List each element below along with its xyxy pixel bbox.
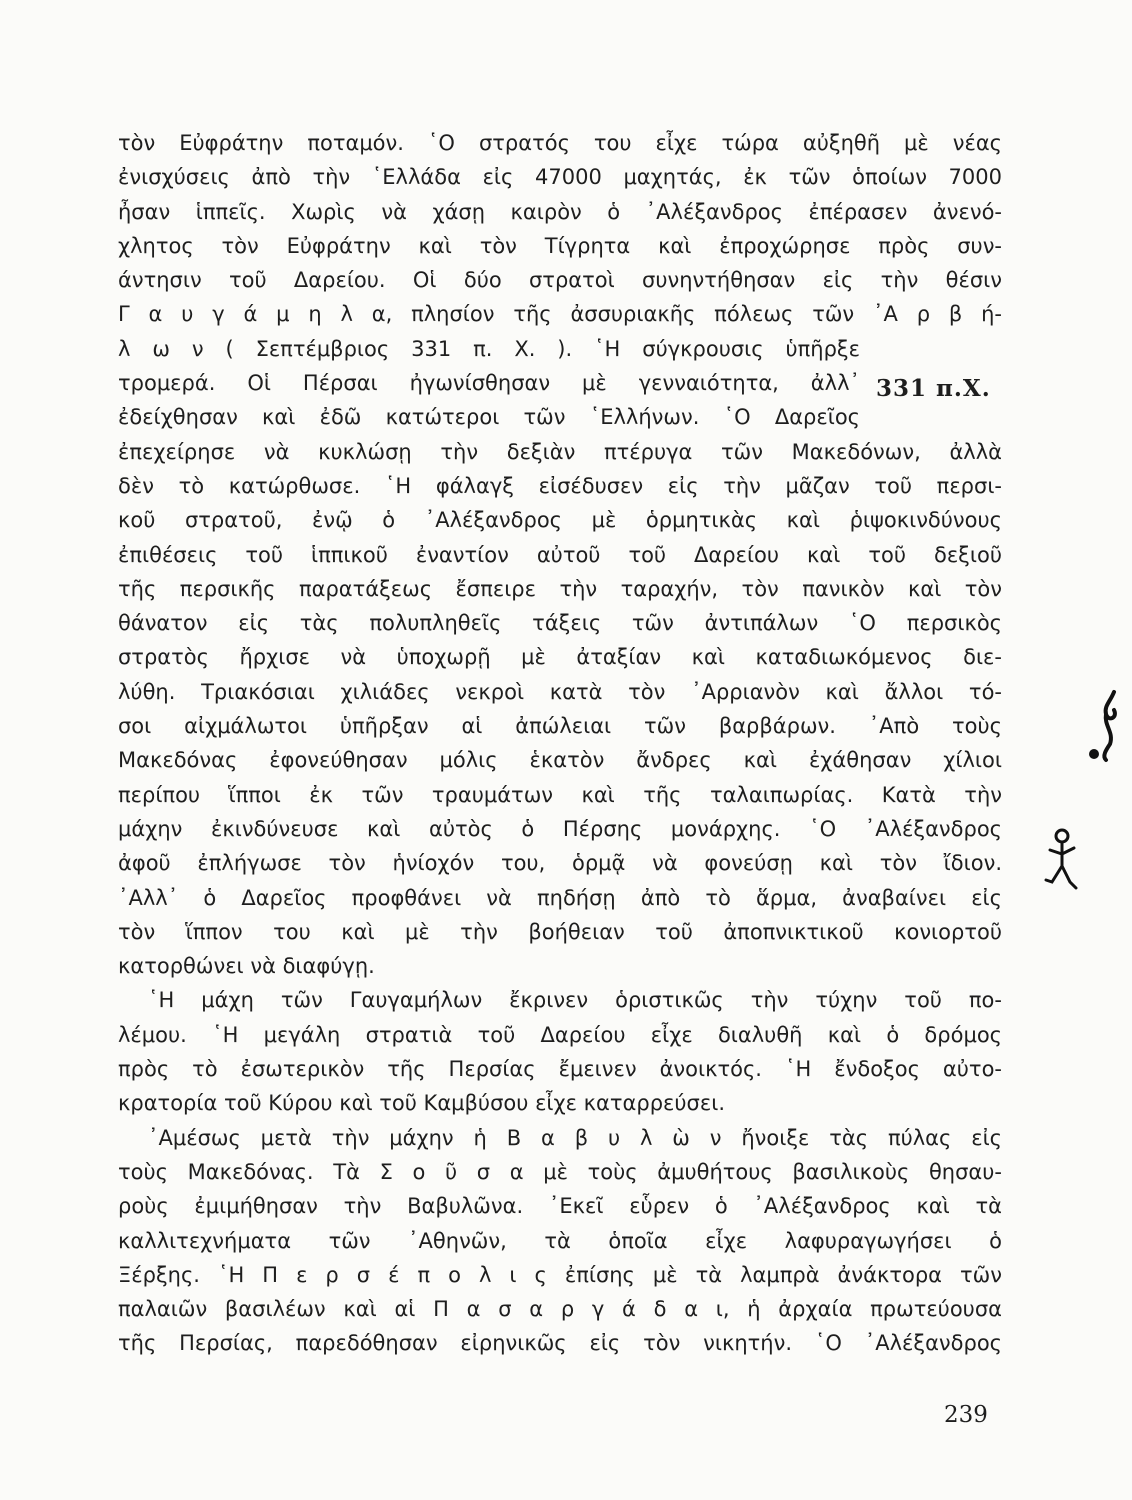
text-line: ῾Η μάχη τῶν Γαυγαμήλων ἔκρινεν ὁριστικῶς τὴν τύχην τοῦ πο- <box>148 988 1002 1013</box>
text-line: δὲν τὸ κατώρθωσε. ῾Η φάλαγξ εἰσέδυσεν εἰς τὴν μᾶζαν τοῦ περσι- <box>118 473 1002 498</box>
text-line: Μακεδόνας ἐφονεύθησαν μόλις ἑκατὸν ἄνδρες καὶ ἐχάθησαν χίλιοι <box>118 748 1002 773</box>
text-line: ἐπεχείρησε νὰ κυκλώσῃ τὴν δεξιὰν πτέρυγα τῶν Μακεδόνων, ἀλλὰ <box>118 439 1002 464</box>
text-line: ἐπιθέσεις τοῦ ἱππικοῦ ἐναντίον αὐτοῦ τοῦ Δαρείου καὶ τοῦ δεξιοῦ <box>118 542 1002 567</box>
text-line: τῆς Περσίας, παρεδόθησαν εἰρηνικῶς εἰς τὸν νικητήν. ῾Ο ᾿Αλέξανδρος <box>118 1331 1002 1356</box>
text-line: ἐδείχθησαν καὶ ἐδῶ κατώτεροι τῶν ῾Ελλήνων. ῾Ο Δαρεῖος <box>118 405 860 430</box>
text-line: ᾿Αλλ᾿ ὁ Δαρεῖος προφθάνει νὰ πηδήσῃ ἀπὸ τὸ ἅρμα, ἀναβαίνει εἰς <box>118 885 1002 910</box>
text-line: τὸν ἵππον του καὶ μὲ τὴν βοήθειαν τοῦ ἀποπνικτικοῦ κονιορτοῦ <box>118 919 1002 944</box>
text-line: ᾿Αμέσως μετὰ τὴν μάχην ἡ Β α β υ λ ὼ ν ἤνοιξε τὰς πύλας εἰς <box>148 1125 1002 1150</box>
text-line: ροὺς ἐμιμήθησαν τὴν Βαβυλῶνα. ᾿Εκεῖ εὗρεν ὁ ᾿Αλέξανδρος καὶ τὰ <box>118 1194 1002 1219</box>
text-line: λ ω ν ( Σεπτέμβριος 331 π. Χ. ). ῾Η σύγκρουσις ὑπῆρξε <box>118 336 860 361</box>
text-line: σοι αἰχμάλωτοι ὑπῆρξαν αἱ ἀπώλειαι τῶν βαρβάρων. ᾿Απὸ τοὺς <box>118 714 1002 739</box>
text-line: λέμου. ῾Η μεγάλη στρατιὰ τοῦ Δαρείου εἶχε διαλυθῆ καὶ ὁ δρόμος <box>118 1022 1002 1047</box>
text-line: κατορθώνει νὰ διαφύγῃ. <box>118 954 375 979</box>
text-line: άντησιν τοῦ Δαρείου. Οἱ δύο στρατοὶ συνηντήθησαν εἰς τὴν θέσιν <box>118 268 1002 293</box>
stick-figure-doodle-icon <box>1080 688 1128 768</box>
text-line: κρατορία τοῦ Κύρου καὶ τοῦ Καμβύσου εἶχε καταρρεύσει. <box>118 1091 725 1116</box>
text-line: κοῦ στρατοῦ, ἐνῷ ὁ ᾿Αλέξανδρος μὲ ὁρμητικὰς καὶ ῥιψοκινδύνους <box>118 508 1002 533</box>
page-number: 239 <box>944 1402 988 1428</box>
text-line: Γ α υ γ ά μ η λ α, πλησίον τῆς ἀσσυριακῆς πόλεως τῶν ᾿Α ρ β ή- <box>118 302 1002 327</box>
text-line: μάχην ἐκινδύνευσε καὶ αὐτὸς ὁ Πέρσης μονάρχης. ῾Ο ᾿Αλέξανδρος <box>118 816 1002 841</box>
text-line: καλλιτεχνήματα τῶν ᾿Αθηνῶν, τὰ ὁποῖα εἶχε λαφυραγωγήσει ὁ <box>118 1228 1002 1253</box>
text-line: πρὸς τὸ ἐσωτερικὸν τῆς Περσίας ἔμεινεν ἀνοικτός. ῾Η ἔνδοξος αὐτο- <box>118 1057 1002 1082</box>
text-line: τῆς περσικῆς παρατάξεως ἔσπειρε τὴν ταραχήν, τὸν πανικὸν καὶ τὸν <box>118 576 1002 601</box>
text-line: τοὺς Μακεδόνας. Τὰ Σ ο ῦ σ α μὲ τοὺς ἀμυθήτους βασιλικοὺς θησαυ- <box>118 1159 1002 1184</box>
text-line: περίπου ἵπποι ἐκ τῶν τραυμάτων καὶ τῆς ταλαιπωρίας. Κατὰ τὴν <box>118 782 1002 807</box>
text-line: ἦσαν ἱππεῖς. Χωρὶς νὰ χάσῃ καιρὸν ὁ ᾿Αλέξανδρος ἐπέρασεν ἀνενό- <box>118 199 1002 224</box>
text-line: τρομερά. Οἱ Πέρσαι ἠγωνίσθησαν μὲ γενναιότητα, ἀλλ᾿ <box>118 371 860 396</box>
margin-date-note: 331 π.Χ. <box>876 375 991 402</box>
running-figure-doodle-icon <box>1032 826 1092 896</box>
text-line: ἐνισχύσεις ἀπὸ τὴν ῾Ελλάδα εἰς 47000 μαχητάς, ἐκ τῶν ὁποίων 7000 <box>118 165 1002 190</box>
text-line: λύθη. Τριακόσιαι χιλιάδες νεκροὶ κατὰ τὸν ᾿Αρριανὸν καὶ ἄλλοι τό- <box>118 679 1002 704</box>
text-line: στρατὸς ἤρχισε νὰ ὑποχωρῇ μὲ ἀταξίαν καὶ καταδιωκόμενος διε- <box>118 645 1002 670</box>
text-line: τὸν Εὐφράτην ποταμόν. ῾Ο στρατός του εἶχε τώρα αὐξηθῆ μὲ νέας <box>118 131 1002 155</box>
text-line: Ξέρξης. ῾Η Π ε ρ σ έ π ο λ ι ς ἐπίσης μὲ τὰ λαμπρὰ ἀνάκτορα τῶν <box>118 1262 1002 1287</box>
text-line: θάνατον εἰς τὰς πολυπληθεῖς τάξεις τῶν ἀντιπάλων ῾Ο περσικὸς <box>118 611 1002 636</box>
page-body-text <box>118 126 1002 1361</box>
text-line: χλητος τὸν Εὐφράτην καὶ τὸν Τίγρητα καὶ ἐπροχώρησε πρὸς συν- <box>118 233 1002 258</box>
text-line: ἀφοῦ ἐπλήγωσε τὸν ἡνίοχόν του, ὁρμᾷ νὰ φονεύσῃ καὶ τὸν ἴδιον. <box>118 851 1002 876</box>
text-line: παλαιῶν βασιλέων καὶ αἱ Π α σ α ρ γ ά δ α ι, ἡ ἀρχαία πρωτεύουσα <box>118 1297 1002 1322</box>
